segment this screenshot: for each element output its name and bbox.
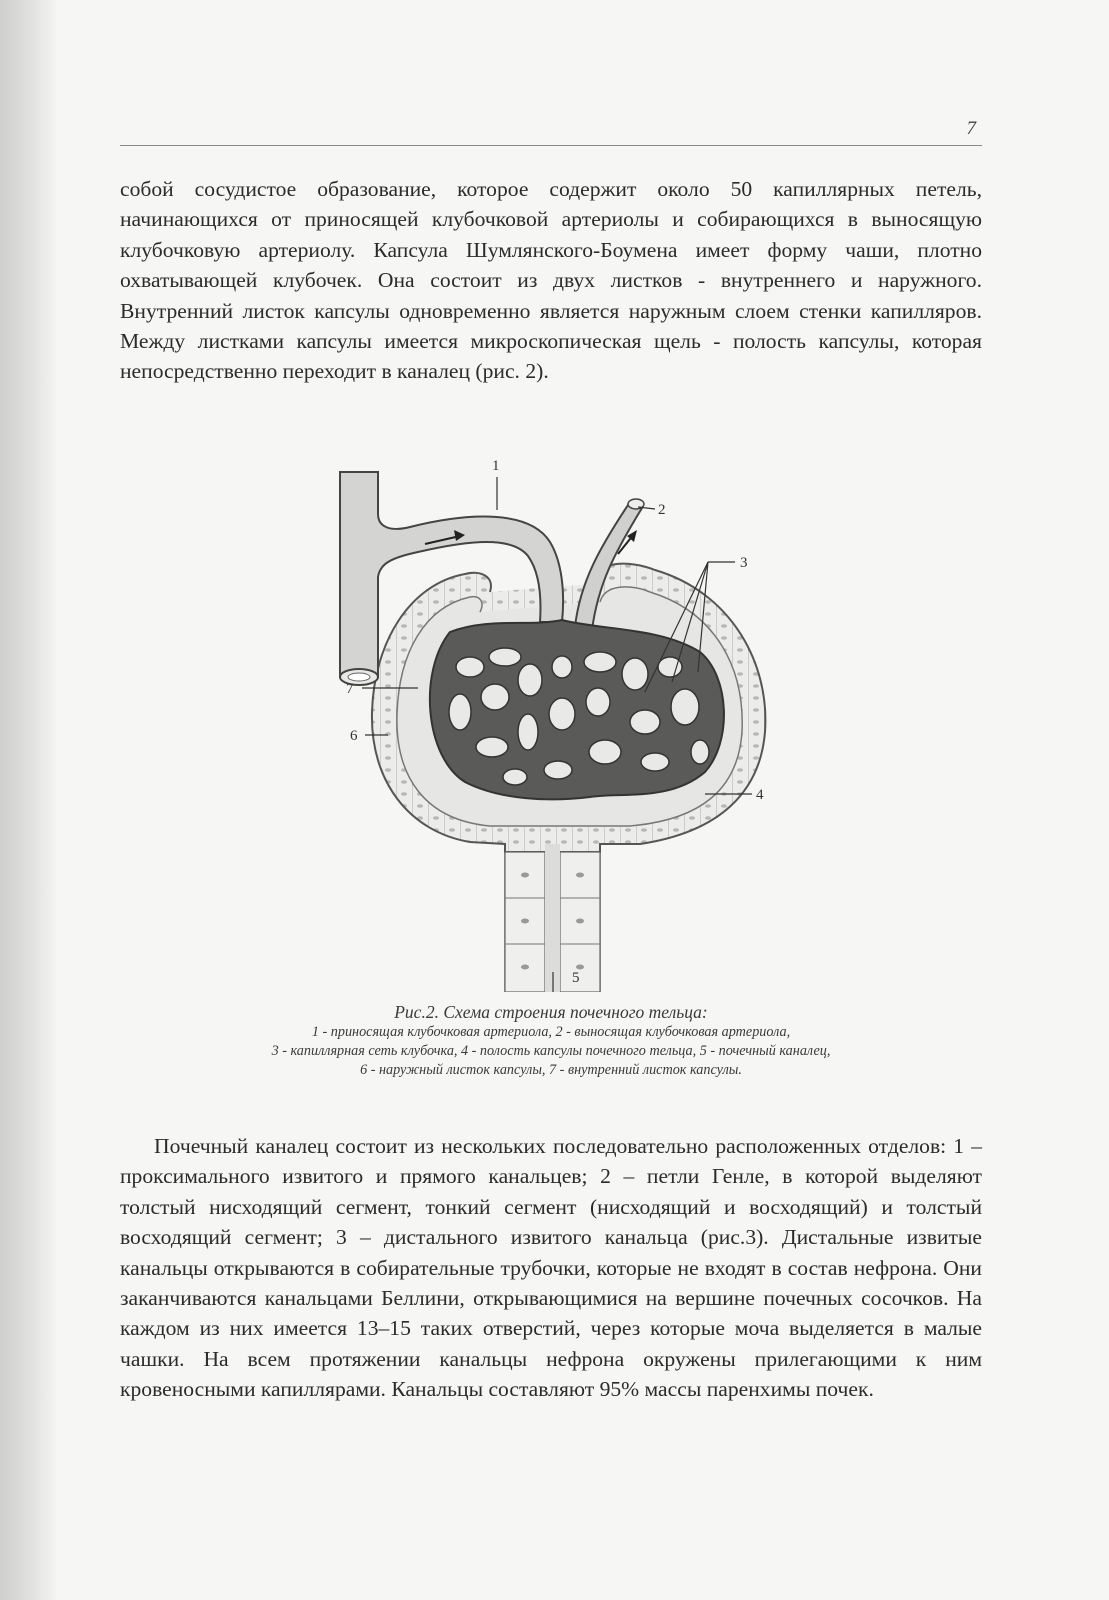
figure-label-7: 7 xyxy=(346,681,354,697)
page-gutter-shadow xyxy=(0,0,58,1600)
figure-renal-corpuscle xyxy=(300,452,820,992)
caption-line-3: 6 - наружный листок капсулы, 7 - внутренний листок капсулы. xyxy=(360,1062,742,1078)
figure-label-4: 4 xyxy=(756,787,764,803)
caption-line-2: 3 - капиллярная сеть клубочка, 4 - полость капсулы почечного тельца, 5 - почечный каналец, xyxy=(271,1043,831,1059)
renal-corpuscle-diagram xyxy=(300,452,820,992)
figure-label-1: 1 xyxy=(492,458,500,474)
caption-title: Рис.2. Схема строения почечного тельца: xyxy=(394,1002,708,1022)
page-number: 7 xyxy=(966,118,976,139)
figure-label-2: 2 xyxy=(658,502,666,518)
figure-label-3: 3 xyxy=(740,555,748,571)
figure-label-6: 6 xyxy=(350,728,358,744)
figure-caption xyxy=(120,1001,982,1080)
tubule-epithelium xyxy=(505,844,600,992)
glomerulus-capillary-network xyxy=(430,620,724,799)
caption-line-1: 1 - приносящая клубочковая артериола, 2 - выносящая клубочковая артериола, xyxy=(311,1024,791,1040)
figure-label-5: 5 xyxy=(572,970,580,986)
paragraph-1: собой сосудистое образование, которое содержит около 50 капиллярных петель, начинающихся от приносящей клубочковой артериолы и собирающихся в выносящую клубочковую артериолу. Капсула Шумлянского-Боумена имеет форму чаши, плотно охватывающей клубочек. Она состоит из двух листков - внутреннего и наружного. Внутренний листок капсулы одновременно является наружным слоем стенки капилляров. Между листками капсулы имеется микроскопическая щель - полость капсулы, которая непосредственно переходит в каналец (рис. 2). xyxy=(120,177,982,384)
paragraph-2: Почечный каналец состоит из нескольких последовательно расположенных отделов: 1 – проксимального извитого и прямого канальцев; 2 – петли Генле, в которой выделяют толстый нисходящий сегмент, тонкий сегмент (нисходящий и восходящий) и толстый восходящий сегмент; 3 – дистального извитого канальца (рис.3). Дистальные извитые канальцы открываются в собирательные трубочки, которые не входят в состав нефрона. Они заканчиваются канальцами Беллини, открывающимися на вершине почечных сосочков. На каждом из них имеется 13–15 таких отверстий, через которые моча выделяется в малые чашки. На всем протяжении канальцы нефрона окружены прилегающими к ним кровеносными капиллярами. Канальцы составляют 95% массы паренхимы почек. xyxy=(120,1134,982,1402)
header-rule xyxy=(120,145,982,146)
